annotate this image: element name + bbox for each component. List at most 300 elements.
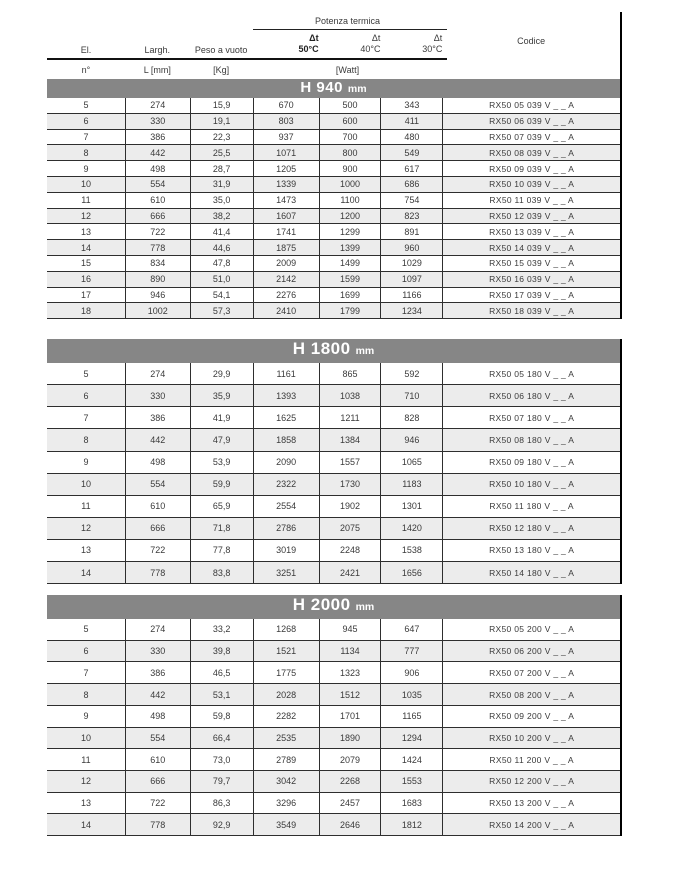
cell-largh: 722: [125, 793, 190, 814]
cell-dt30: 1065: [380, 452, 442, 473]
cell-dt30: 1812: [380, 814, 442, 835]
header-labels-row: [47, 30, 620, 58]
cell-el: 8: [83, 689, 89, 700]
cell-dt50: 3042: [253, 771, 319, 792]
table-row: [47, 193, 620, 209]
table-row: [47, 224, 620, 240]
cell-codice: RX50 17 039 V _ _ A: [442, 288, 620, 303]
cell-largh: 274: [125, 619, 190, 640]
section-title: H 940: [300, 79, 343, 96]
cell-dt50: 1393: [253, 385, 319, 406]
cell-codice: RX50 08 200 V _ _ A: [442, 684, 620, 705]
cell-dt30: 686: [380, 177, 442, 192]
table-row: [47, 288, 620, 304]
cell-el: 5: [83, 624, 89, 635]
cell-codice: RX50 07 180 V _ _ A: [442, 407, 620, 428]
cell-el: 12: [80, 210, 91, 221]
cell-dt30: 647: [380, 619, 442, 640]
table-row: [47, 518, 620, 540]
cell-el: 7: [83, 667, 89, 678]
table-row: [47, 540, 620, 562]
dt30-symbol: Δt: [433, 33, 443, 44]
cell-dt50: 1071: [253, 145, 319, 160]
cell-peso: 41,4: [190, 224, 253, 239]
cell-peso: 15,9: [190, 98, 253, 113]
cell-codice: RX50 12 180 V _ _ A: [442, 518, 620, 539]
section-band: [47, 339, 620, 363]
cell-dt50: 1875: [253, 240, 319, 255]
table-section: [47, 79, 622, 319]
cell-dt30: 710: [380, 385, 442, 406]
cell-dt40: 1100: [319, 193, 381, 208]
cell-dt50: 803: [253, 114, 319, 129]
cell-dt30: 1035: [380, 684, 442, 705]
cell-codice: RX50 09 200 V _ _ A: [442, 706, 620, 727]
cell-dt50: 2322: [253, 474, 319, 495]
cell-largh: 386: [125, 662, 190, 683]
table-row: [47, 641, 620, 663]
section-band: [47, 595, 620, 619]
cell-codice: RX50 09 039 V _ _ A: [442, 161, 620, 176]
cell-codice: RX50 08 039 V _ _ A: [442, 145, 620, 160]
cell-largh: 498: [125, 452, 190, 473]
cell-dt30: 411: [380, 114, 442, 129]
cell-dt30: 1294: [380, 728, 442, 749]
unit-codice-empty: [442, 60, 620, 79]
cell-dt30: 1424: [380, 749, 442, 770]
cell-dt40: 2248: [319, 540, 381, 561]
col-header-codice: Codice: [517, 36, 546, 46]
section-title: H 1800: [292, 339, 351, 359]
cell-dt40: 700: [319, 130, 381, 145]
cell-dt50: 937: [253, 130, 319, 145]
cell-dt40: 1200: [319, 209, 381, 224]
cell-peso: 39,8: [190, 641, 253, 662]
cell-largh: 834: [125, 256, 190, 271]
cell-dt40: 1799: [319, 303, 381, 318]
cell-dt40: 1038: [319, 385, 381, 406]
cell-codice: RX50 07 200 V _ _ A: [442, 662, 620, 683]
cell-codice: RX50 13 039 V _ _ A: [442, 224, 620, 239]
table-row: [47, 771, 620, 793]
cell-codice: RX50 10 180 V _ _ A: [442, 474, 620, 495]
cell-codice: RX50 13 200 V _ _ A: [442, 793, 620, 814]
cell-codice: RX50 11 180 V _ _ A: [442, 496, 620, 517]
table-row: [47, 209, 620, 225]
cell-codice: RX50 05 180 V _ _ A: [442, 363, 620, 384]
cell-el: 10: [80, 179, 91, 190]
header-group-row: [47, 12, 620, 30]
table-row: [47, 177, 620, 193]
cell-peso: 83,8: [190, 562, 253, 583]
cell-el: 13: [80, 797, 91, 808]
cell-dt40: 1211: [319, 407, 381, 428]
cell-dt40: 500: [319, 98, 381, 113]
cell-codice: RX50 15 039 V _ _ A: [442, 256, 620, 271]
cell-dt30: 946: [380, 429, 442, 450]
cell-peso: 77,8: [190, 540, 253, 561]
cell-peso: 54,1: [190, 288, 253, 303]
cell-el: 17: [80, 289, 91, 300]
cell-dt50: 1607: [253, 209, 319, 224]
cell-dt30: 1097: [380, 272, 442, 287]
table-row: [47, 684, 620, 706]
cell-dt30: 1301: [380, 496, 442, 517]
cell-peso: 59,8: [190, 706, 253, 727]
col-header-largh: Largh.: [144, 45, 171, 55]
cell-el: 14: [80, 567, 91, 578]
cell-el: 15: [80, 258, 91, 269]
dt50-temp: 50°C: [298, 44, 319, 55]
cell-largh: 554: [125, 728, 190, 749]
cell-codice: RX50 14 039 V _ _ A: [442, 240, 620, 255]
cell-dt30: 480: [380, 130, 442, 145]
cell-el: 9: [83, 163, 89, 174]
cell-dt50: 1625: [253, 407, 319, 428]
cell-largh: 722: [125, 540, 190, 561]
cell-dt50: 2789: [253, 749, 319, 770]
cell-el: 13: [80, 545, 91, 556]
col-header-el: El.: [80, 45, 92, 55]
cell-largh: 274: [125, 363, 190, 384]
cell-codice: RX50 13 180 V _ _ A: [442, 540, 620, 561]
cell-codice: RX50 09 180 V _ _ A: [442, 452, 620, 473]
cell-largh: 498: [125, 161, 190, 176]
cell-el: 11: [81, 754, 91, 765]
table-row: [47, 161, 620, 177]
cell-dt30: 1656: [380, 562, 442, 583]
cell-dt40: 600: [319, 114, 381, 129]
cell-dt30: 1538: [380, 540, 442, 561]
cell-dt40: 2421: [319, 562, 381, 583]
cell-dt50: 1161: [253, 363, 319, 384]
section-title-unit: mm: [355, 601, 375, 614]
cell-el: 5: [83, 368, 89, 379]
cell-largh: 722: [125, 224, 190, 239]
cell-el: 10: [80, 479, 91, 490]
cell-largh: 778: [125, 240, 190, 255]
cell-peso: 86,3: [190, 793, 253, 814]
cell-dt30: 906: [380, 662, 442, 683]
cell-el: 6: [83, 116, 89, 127]
table-row: [47, 619, 620, 641]
table-row: [47, 363, 620, 385]
cell-largh: 330: [125, 641, 190, 662]
cell-peso: 33,2: [190, 619, 253, 640]
cell-el: 12: [80, 523, 91, 534]
cell-codice: RX50 10 200 V _ _ A: [442, 728, 620, 749]
cell-dt50: 1741: [253, 224, 319, 239]
cell-largh: 666: [125, 771, 190, 792]
cell-dt40: 1134: [319, 641, 381, 662]
cell-el: 11: [81, 195, 91, 206]
cell-dt30: 1234: [380, 303, 442, 318]
cell-peso: 57,3: [190, 303, 253, 318]
cell-largh: 778: [125, 814, 190, 835]
cell-dt50: 1858: [253, 429, 319, 450]
cell-el: 6: [83, 646, 89, 657]
cell-dt50: 670: [253, 98, 319, 113]
cell-peso: 66,4: [190, 728, 253, 749]
cell-dt30: 1553: [380, 771, 442, 792]
cell-dt40: 1730: [319, 474, 381, 495]
cell-el: 5: [83, 100, 89, 111]
cell-peso: 51,0: [190, 272, 253, 287]
header-units-row: [47, 60, 620, 79]
table-row: [47, 562, 620, 584]
table-row: [47, 272, 620, 288]
cell-dt40: 1699: [319, 288, 381, 303]
cell-el: 6: [83, 390, 89, 401]
cell-codice: RX50 11 039 V _ _ A: [442, 193, 620, 208]
cell-dt30: 828: [380, 407, 442, 428]
cell-el: 7: [83, 412, 89, 423]
table-section: [47, 339, 622, 584]
cell-peso: 53,9: [190, 452, 253, 473]
potenza-termica-label: Potenza termica: [314, 16, 380, 26]
cell-peso: 65,9: [190, 496, 253, 517]
cell-dt50: 2090: [253, 452, 319, 473]
cell-dt40: 1599: [319, 272, 381, 287]
cell-largh: 498: [125, 706, 190, 727]
cell-dt50: 1473: [253, 193, 319, 208]
table-row: [47, 452, 620, 474]
unit-watt: [Watt]: [335, 64, 360, 75]
cell-dt50: 2276: [253, 288, 319, 303]
cell-largh: 330: [125, 114, 190, 129]
cell-largh: 386: [125, 130, 190, 145]
cell-dt40: 1323: [319, 662, 381, 683]
table-row: [47, 256, 620, 272]
cell-el: 14: [80, 242, 91, 253]
section-gap: [47, 584, 622, 595]
dt50-symbol: Δt: [309, 33, 319, 44]
cell-codice: RX50 16 039 V _ _ A: [442, 272, 620, 287]
section-body: [47, 98, 620, 319]
dt40-temp: 40°C: [360, 44, 381, 55]
cell-codice: RX50 14 200 V _ _ A: [442, 814, 620, 835]
cell-largh: 610: [125, 496, 190, 517]
cell-codice: RX50 06 039 V _ _ A: [442, 114, 620, 129]
cell-largh: 666: [125, 209, 190, 224]
dt40-symbol: Δt: [371, 33, 381, 44]
cell-el: 9: [83, 711, 89, 722]
cell-peso: 29,9: [190, 363, 253, 384]
cell-dt50: 3549: [253, 814, 319, 835]
table-header: [47, 12, 622, 79]
cell-largh: 442: [125, 145, 190, 160]
cell-peso: 44,6: [190, 240, 253, 255]
cell-codice: RX50 06 200 V _ _ A: [442, 641, 620, 662]
cell-el: 8: [83, 147, 89, 158]
cell-largh: 442: [125, 429, 190, 450]
cell-peso: 38,2: [190, 209, 253, 224]
cell-dt50: 1339: [253, 177, 319, 192]
table-section: [47, 595, 622, 836]
cell-dt50: 1205: [253, 161, 319, 176]
section-title-unit: mm: [355, 345, 375, 358]
cell-largh: 554: [125, 177, 190, 192]
cell-codice: RX50 12 039 V _ _ A: [442, 209, 620, 224]
cell-peso: 71,8: [190, 518, 253, 539]
cell-dt50: 1775: [253, 662, 319, 683]
cell-peso: 73,0: [190, 749, 253, 770]
table-row: [47, 130, 620, 146]
cell-dt50: 3019: [253, 540, 319, 561]
cell-peso: 25,5: [190, 145, 253, 160]
cell-dt50: 2535: [253, 728, 319, 749]
col-header-dt40: [319, 30, 381, 58]
cell-el: 13: [80, 226, 91, 237]
cell-largh: 946: [125, 288, 190, 303]
table-row: [47, 496, 620, 518]
cell-peso: 79,7: [190, 771, 253, 792]
cell-dt50: 2410: [253, 303, 319, 318]
cell-largh: 666: [125, 518, 190, 539]
cell-dt50: 2282: [253, 706, 319, 727]
cell-dt30: 1183: [380, 474, 442, 495]
cell-codice: RX50 05 200 V _ _ A: [442, 619, 620, 640]
cell-dt50: 2028: [253, 684, 319, 705]
cell-dt40: 1890: [319, 728, 381, 749]
cell-codice: RX50 10 039 V _ _ A: [442, 177, 620, 192]
cell-dt40: 2079: [319, 749, 381, 770]
cell-peso: 46,5: [190, 662, 253, 683]
cell-dt30: 343: [380, 98, 442, 113]
cell-peso: 28,7: [190, 161, 253, 176]
cell-el: 12: [80, 776, 91, 787]
cell-dt50: 2786: [253, 518, 319, 539]
cell-dt30: 1420: [380, 518, 442, 539]
cell-el: 7: [83, 131, 89, 142]
cell-largh: 554: [125, 474, 190, 495]
cell-peso: 19,1: [190, 114, 253, 129]
cell-dt30: 960: [380, 240, 442, 255]
cell-dt50: 2554: [253, 496, 319, 517]
cell-largh: 274: [125, 98, 190, 113]
cell-el: 18: [80, 305, 91, 316]
cell-dt40: 2268: [319, 771, 381, 792]
cell-codice: RX50 11 200 V _ _ A: [442, 749, 620, 770]
table-row: [47, 240, 620, 256]
cell-dt40: 865: [319, 363, 381, 384]
unit-largh: L [mm]: [143, 64, 171, 75]
cell-codice: RX50 08 180 V _ _ A: [442, 429, 620, 450]
cell-el: 10: [80, 732, 91, 743]
cell-largh: 778: [125, 562, 190, 583]
cell-largh: 890: [125, 272, 190, 287]
section-body: [47, 363, 620, 584]
cell-dt40: 1000: [319, 177, 381, 192]
cell-dt30: 1029: [380, 256, 442, 271]
table-row: [47, 706, 620, 728]
section-title: H 2000: [292, 595, 351, 615]
cell-peso: 35,0: [190, 193, 253, 208]
table-row: [47, 407, 620, 429]
cell-dt40: 945: [319, 619, 381, 640]
cell-dt40: 1384: [319, 429, 381, 450]
cell-peso: 31,9: [190, 177, 253, 192]
cell-dt40: 1299: [319, 224, 381, 239]
table-row: [47, 98, 620, 114]
cell-dt30: 617: [380, 161, 442, 176]
cell-largh: 386: [125, 407, 190, 428]
cell-codice: RX50 18 039 V _ _ A: [442, 303, 620, 318]
table-row: [47, 429, 620, 451]
cell-dt50: 3251: [253, 562, 319, 583]
cell-codice: RX50 06 180 V _ _ A: [442, 385, 620, 406]
cell-dt30: 823: [380, 209, 442, 224]
cell-el: 16: [80, 274, 91, 285]
cell-dt40: 1902: [319, 496, 381, 517]
spec-table: [47, 12, 622, 836]
table-row: [47, 662, 620, 684]
cell-dt50: 3296: [253, 793, 319, 814]
cell-dt30: 1165: [380, 706, 442, 727]
cell-dt30: 1683: [380, 793, 442, 814]
cell-el: 14: [80, 819, 91, 830]
col-header-dt30: [380, 30, 442, 58]
table-row: [47, 814, 620, 836]
cell-dt40: 1512: [319, 684, 381, 705]
cell-dt50: 1521: [253, 641, 319, 662]
cell-dt50: 1268: [253, 619, 319, 640]
cell-largh: 610: [125, 749, 190, 770]
cell-dt40: 900: [319, 161, 381, 176]
section-title-unit: mm: [347, 83, 367, 95]
table-row: [47, 474, 620, 496]
cell-dt40: 2075: [319, 518, 381, 539]
cell-peso: 92,9: [190, 814, 253, 835]
cell-dt40: 1499: [319, 256, 381, 271]
cell-dt40: 1701: [319, 706, 381, 727]
cell-codice: RX50 07 039 V _ _ A: [442, 130, 620, 145]
cell-peso: 59,9: [190, 474, 253, 495]
section-band: [47, 79, 620, 98]
table-row: [47, 114, 620, 130]
cell-largh: 442: [125, 684, 190, 705]
cell-dt30: 1166: [380, 288, 442, 303]
cell-dt30: 891: [380, 224, 442, 239]
cell-peso: 47,8: [190, 256, 253, 271]
cell-el: 11: [81, 501, 91, 512]
table-row: [47, 728, 620, 750]
cell-dt50: 2142: [253, 272, 319, 287]
col-header-dt50: [253, 30, 319, 58]
cell-peso: 53,1: [190, 684, 253, 705]
cell-dt40: 2457: [319, 793, 381, 814]
cell-codice: RX50 05 039 V _ _ A: [442, 98, 620, 113]
section-gap: [47, 319, 622, 339]
table-row: [47, 303, 620, 319]
unit-peso: [Kg]: [213, 64, 230, 75]
cell-dt40: 1557: [319, 452, 381, 473]
dt30-temp: 30°C: [422, 44, 443, 55]
cell-codice: RX50 12 200 V _ _ A: [442, 771, 620, 792]
table-row: [47, 793, 620, 815]
cell-largh: 1002: [125, 303, 190, 318]
cell-largh: 610: [125, 193, 190, 208]
unit-el: n°: [81, 64, 91, 75]
cell-el: 8: [83, 434, 89, 445]
cell-peso: 35,9: [190, 385, 253, 406]
cell-largh: 330: [125, 385, 190, 406]
section-body: [47, 619, 620, 836]
table-row: [47, 145, 620, 161]
cell-dt40: 2646: [319, 814, 381, 835]
cell-dt40: 1399: [319, 240, 381, 255]
cell-dt30: 777: [380, 641, 442, 662]
